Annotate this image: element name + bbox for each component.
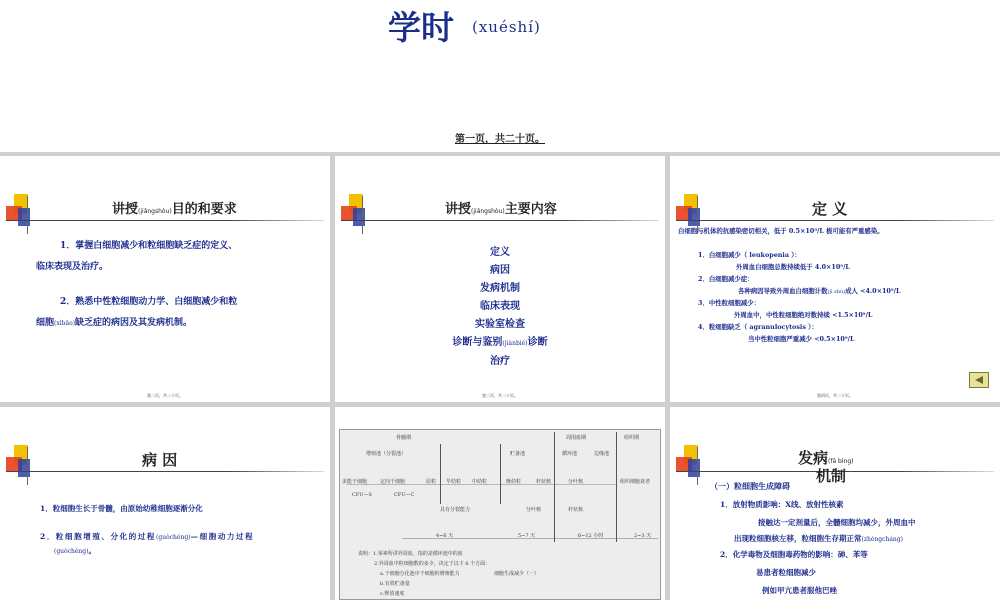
pool-label: 贮备池 (510, 451, 526, 457)
objective-1: 1．掌握白细胞减少和粒细胞缺乏症的定义、 临床表现及治疗。 (36, 241, 238, 272)
divider (440, 444, 441, 504)
diagram-note: a.干细胞分化池中干细胞的增殖能力 (380, 571, 460, 577)
pool-label: 边缘池 (594, 451, 610, 457)
pathogenesis-2: 2．化学毒物及细胞毒药物的影响：砷、苯等 (720, 550, 868, 559)
decoration-squares-icon (339, 194, 379, 234)
cfu-label: CFU—S (352, 492, 372, 498)
stage-label: 晚幼粒 (506, 479, 522, 485)
page-title: 学时 (388, 8, 454, 47)
slide-title: 发病(fā bìng) (798, 449, 854, 467)
diagram-header: 骨髓期 (396, 435, 412, 441)
list-item: 定义 (490, 247, 510, 258)
pathogenesis-2-desc: 易患者粒细胞减少 (756, 568, 816, 577)
title-underline (6, 220, 324, 221)
slide-pathogenesis[interactable] (670, 407, 1000, 600)
list-item: 临床表现 (480, 301, 520, 312)
duration-label: 4~6 天 (436, 533, 454, 539)
stage-label: 早幼粒 (446, 479, 462, 485)
decoration-squares-icon (4, 194, 44, 234)
list-item: 治疗 (490, 356, 510, 367)
pathogenesis-2-desc2: 例如甲亢患者服他巴唑 (762, 586, 837, 595)
definition-4: 4．粒细胞缺乏（ agranulocytosis ）： (698, 323, 818, 331)
definition-intro: 白细胞与机体的抗感染密切相关，低于 0.5×10⁹/L 极可能有严重感染。 (678, 227, 884, 235)
list-item: 发病机制 (480, 283, 520, 294)
definition-3-desc: 外周血中，中性粒细胞绝对数持续 <1.5×10⁹/L (734, 311, 873, 319)
etiology-2-cont: (guòchéng)。 (54, 546, 96, 555)
decoration-squares-icon (674, 445, 714, 485)
definition-4-desc: 当中性粒细胞严重减少 <0.5×10⁹/L (748, 335, 855, 343)
divider (616, 432, 617, 542)
list-item: 实验室检查 (475, 319, 525, 330)
definition-2: 2．白细胞减少症： (698, 275, 754, 283)
definition-1-desc: 外周血白细胞总数持续低于 4.0×10⁹/L (736, 263, 850, 271)
flow-arrow (346, 484, 616, 485)
slide-title: 定 义 (812, 200, 848, 218)
slide-granulocyte-kinetics-diagram[interactable] (335, 407, 665, 600)
etiology-2: 2．粒细胞增殖、分化的过程(guòchéng)—细胞动力过程 (40, 532, 255, 541)
pathogenesis-heading: （一）粒细胞生成障碍 (710, 481, 790, 491)
slide-grid (0, 152, 1000, 600)
stage-label: 分叶核 (568, 479, 584, 485)
title-underline (341, 220, 659, 221)
etiology-1: 1．粒细胞生长于骨髓，由原始幼稚细胞逐渐分化 (40, 504, 203, 513)
objective-2: 2．熟悉中性粒细胞动力学、白细胞减少和粒 细胞(xìbāo)缺乏症的病因及其发病机制。 (36, 297, 238, 328)
kinetics-diagram (339, 429, 661, 600)
division-label: 具有分裂能力 (440, 507, 471, 513)
pathogenesis-1-desc: 接触达一定剂量后，全髓细胞均减少，外周血中 (758, 518, 916, 527)
divider (554, 432, 555, 542)
band-label: 杆状核 (568, 507, 584, 513)
slide-etiology[interactable] (0, 407, 330, 600)
stage-label: 组织细胞衰老 (620, 479, 651, 485)
duration-label: 2~3 天 (634, 533, 652, 539)
diagram-header: 组织期 (624, 435, 640, 441)
stage-label: 杆状核 (536, 479, 552, 485)
pathogenesis-1: 1．放射物质影响：X线、放射性核素 (720, 500, 844, 509)
slide-title: 病 因 (142, 451, 178, 469)
stage-label: 中幼粒 (472, 479, 488, 485)
definition-2-desc: 各种病因导致外周血白细胞计数(jì shù)成人 <4.0×10⁹/L (738, 287, 901, 295)
content-list (335, 244, 665, 371)
slide-footer: 第三页，共二十页。 (482, 393, 518, 398)
duration-label: 5~7 天 (518, 533, 536, 539)
slide-objectives[interactable] (0, 156, 330, 402)
title-underline (676, 220, 994, 221)
page-title-pinyin: (xuéshí) (472, 18, 541, 36)
slide-title: 讲授(jiǎngshòu)目的和要求 (112, 202, 237, 217)
definition-3: 3．中性粒细胞减少： (698, 299, 760, 307)
diagram-note: 2.外周血中粒细胞数的多少，决定于以下 6 个方面： (374, 561, 491, 567)
stage-label: 多能干细胞 (342, 479, 368, 485)
timeline (402, 538, 658, 539)
pool-label: 增殖池（分裂池） (366, 451, 407, 457)
slide-title-line2: 机制 (816, 467, 847, 485)
diagram-header: 周围血期 (566, 435, 587, 441)
slide-title: 讲授(jiǎngshòu)主要内容 (445, 202, 557, 217)
list-item: 诊断与鉴别(jiànbié)诊断 (452, 337, 548, 348)
title-underline (6, 471, 324, 472)
back-arrow-icon[interactable] (969, 372, 989, 388)
cfu-label: CFU—C (394, 492, 415, 498)
diagram-note: c.释放速度 (380, 591, 405, 597)
duration-label: 6~12 小时 (578, 533, 604, 539)
stage-label: 原粒 (426, 479, 437, 485)
pool-label: 循环池 (562, 451, 578, 457)
pathogenesis-1-desc2: 出现粒细胞核左移，粒细胞生存期正常(zhèngcháng) (734, 534, 903, 543)
diagram-note: 说明：1.零素所讲外周血，指的是循环池中的血 (358, 551, 463, 557)
title-page-bottom (0, 0, 1000, 152)
definition-1: 1．白细胞减少（ leukopenia ）： (698, 251, 801, 259)
stage-label: 定向干细胞 (380, 479, 406, 485)
slide-definition[interactable] (670, 156, 1000, 402)
slide-footer: 第四页，共二十页。 (817, 393, 853, 398)
decoration-squares-icon (4, 445, 44, 485)
diagram-note: b.有效贮备量 (380, 581, 410, 587)
diagram-note: 细胞生成减少（一） (494, 571, 540, 577)
slide-footer: 第二页，共二十页。 (147, 393, 183, 398)
band-label: 分叶核 (526, 507, 542, 513)
list-item: 病因 (490, 265, 510, 276)
page-footer: 第一页，共二十页。 (455, 134, 545, 145)
divider (500, 444, 501, 504)
slide-main-content[interactable] (335, 156, 665, 402)
